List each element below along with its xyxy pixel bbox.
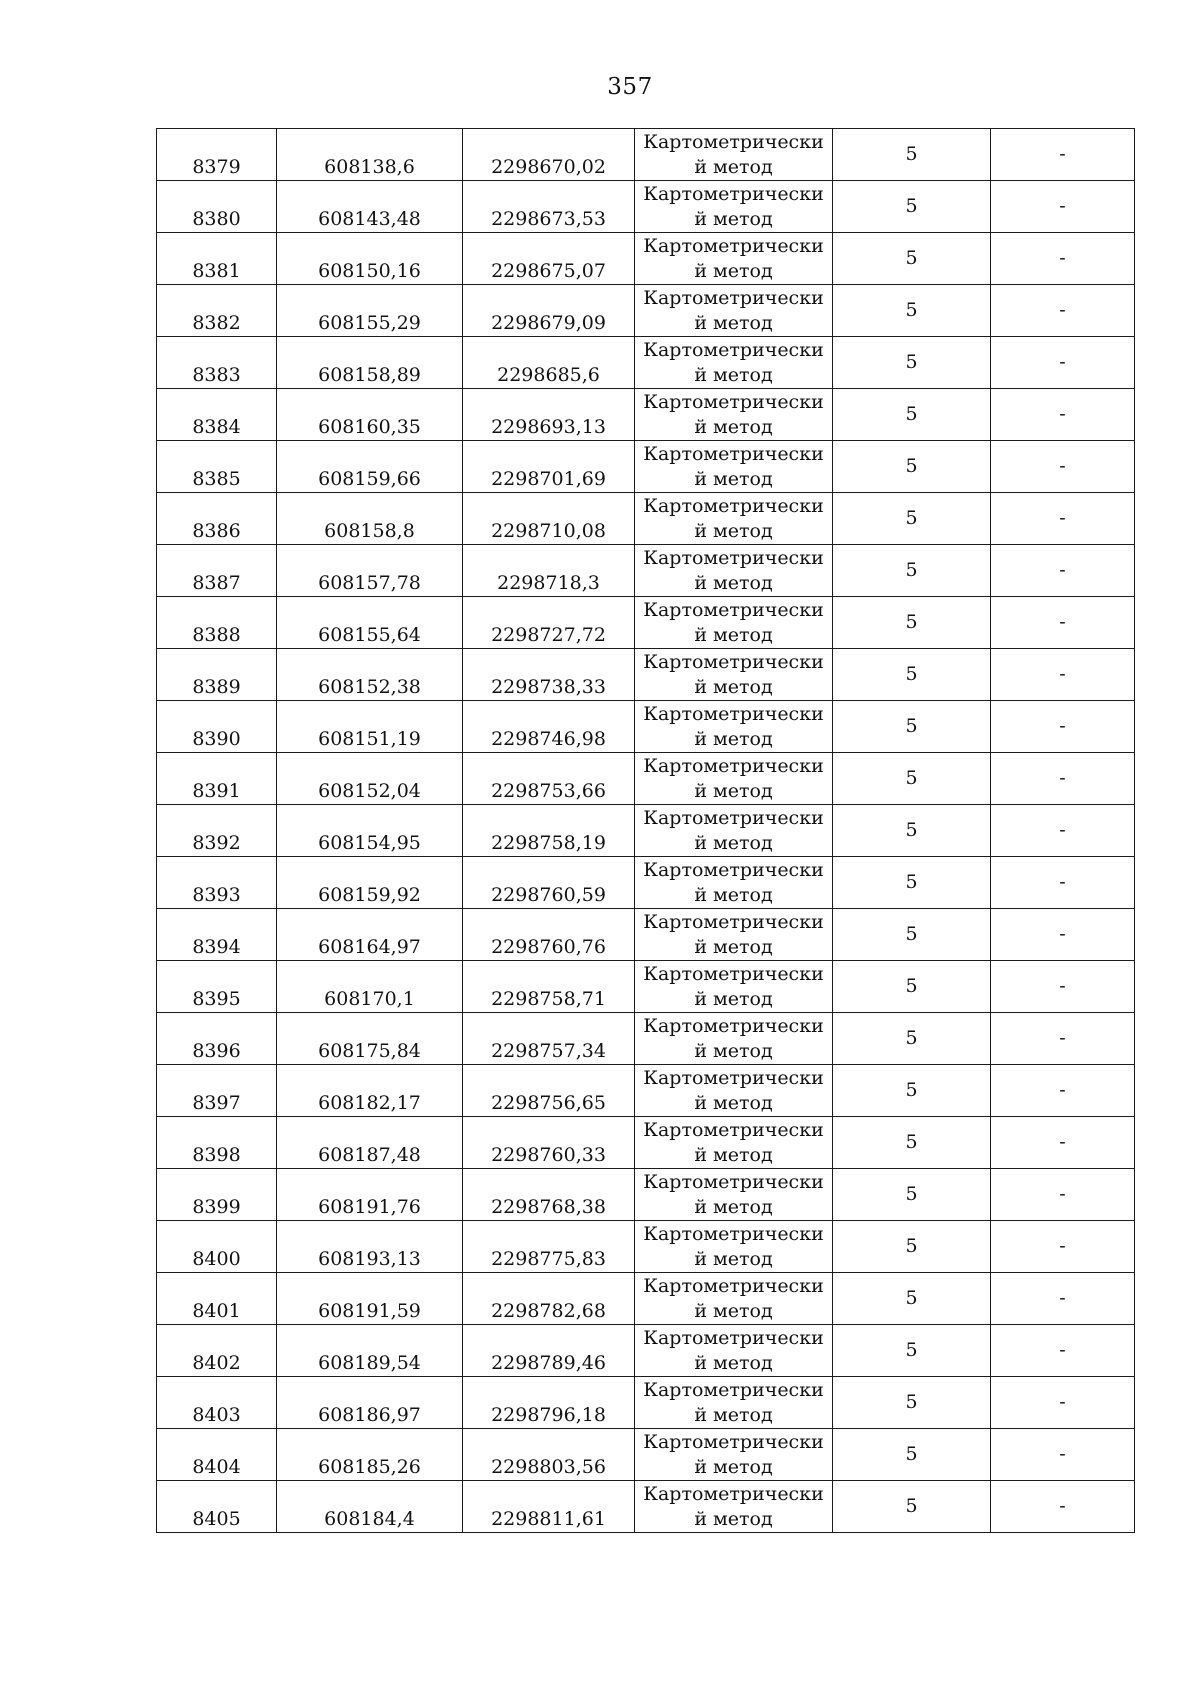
accuracy-cell: 5 [833, 129, 991, 181]
y-coordinate-cell: 2298679,09 [463, 285, 635, 337]
table-row [157, 1325, 1135, 1377]
point-number-cell: 8391 [157, 753, 277, 805]
method-text-line-2: й метод [694, 884, 773, 906]
table-row [157, 1429, 1135, 1481]
point-number-cell: 8390 [157, 701, 277, 753]
method-cell [635, 1273, 833, 1325]
method-text-line-2: й метод [694, 832, 773, 854]
method-text-line-2: й метод [694, 728, 773, 750]
method-text-line-1: Картометрически [643, 1171, 824, 1193]
method-text-line-2: й метод [694, 208, 773, 230]
y-coordinate-cell: 2298693,13 [463, 389, 635, 441]
y-coordinate-cell: 2298685,6 [463, 337, 635, 389]
accuracy-cell: 5 [833, 961, 991, 1013]
note-cell: - [991, 1377, 1135, 1429]
accuracy-cell: 5 [833, 1481, 991, 1533]
method-cell [635, 1117, 833, 1169]
method-text-line-1: Картометрически [643, 1223, 824, 1245]
table-row [157, 1273, 1135, 1325]
y-coordinate-cell: 2298727,72 [463, 597, 635, 649]
point-number-cell: 8389 [157, 649, 277, 701]
method-cell [635, 1481, 833, 1533]
method-text-line-1: Картометрически [643, 859, 824, 881]
table-row [157, 389, 1135, 441]
note-cell: - [991, 1325, 1135, 1377]
x-coordinate-cell: 608185,26 [277, 1429, 463, 1481]
accuracy-cell: 5 [833, 909, 991, 961]
x-coordinate-cell: 608182,17 [277, 1065, 463, 1117]
note-cell: - [991, 1169, 1135, 1221]
method-cell [635, 285, 833, 337]
point-number-cell: 8404 [157, 1429, 277, 1481]
point-number-cell: 8386 [157, 493, 277, 545]
method-cell [635, 649, 833, 701]
note-cell: - [991, 1429, 1135, 1481]
accuracy-cell: 5 [833, 1429, 991, 1481]
method-text-line-2: й метод [694, 416, 773, 438]
method-cell [635, 493, 833, 545]
note-cell: - [991, 285, 1135, 337]
method-cell [635, 233, 833, 285]
note-cell: - [991, 753, 1135, 805]
x-coordinate-cell: 608175,84 [277, 1013, 463, 1065]
point-number-cell: 8392 [157, 805, 277, 857]
y-coordinate-cell: 2298782,68 [463, 1273, 635, 1325]
table-row [157, 597, 1135, 649]
method-cell [635, 857, 833, 909]
point-number-cell: 8401 [157, 1273, 277, 1325]
y-coordinate-cell: 2298758,19 [463, 805, 635, 857]
accuracy-cell: 5 [833, 285, 991, 337]
y-coordinate-cell: 2298760,33 [463, 1117, 635, 1169]
note-cell: - [991, 1065, 1135, 1117]
x-coordinate-cell: 608155,29 [277, 285, 463, 337]
x-coordinate-cell: 608186,97 [277, 1377, 463, 1429]
table-row [157, 961, 1135, 1013]
method-text-line-1: Картометрически [643, 235, 824, 257]
point-number-cell: 8380 [157, 181, 277, 233]
y-coordinate-cell: 2298760,76 [463, 909, 635, 961]
x-coordinate-cell: 608152,38 [277, 649, 463, 701]
table-row [157, 1117, 1135, 1169]
point-number-cell: 8385 [157, 441, 277, 493]
method-text-line-1: Картометрически [643, 1275, 824, 1297]
accuracy-cell: 5 [833, 1325, 991, 1377]
method-text-line-2: й метод [694, 468, 773, 490]
method-text-line-1: Картометрически [643, 1483, 824, 1505]
coordinates-table [156, 128, 1135, 1533]
note-cell: - [991, 909, 1135, 961]
y-coordinate-cell: 2298796,18 [463, 1377, 635, 1429]
point-number-cell: 8398 [157, 1117, 277, 1169]
x-coordinate-cell: 608158,89 [277, 337, 463, 389]
y-coordinate-cell: 2298675,07 [463, 233, 635, 285]
method-cell [635, 337, 833, 389]
method-text-line-2: й метод [694, 1248, 773, 1270]
method-text-line-1: Картометрически [643, 547, 824, 569]
accuracy-cell: 5 [833, 805, 991, 857]
x-coordinate-cell: 608189,54 [277, 1325, 463, 1377]
x-coordinate-cell: 608157,78 [277, 545, 463, 597]
accuracy-cell: 5 [833, 649, 991, 701]
note-cell: - [991, 1273, 1135, 1325]
method-cell [635, 1325, 833, 1377]
method-cell [635, 129, 833, 181]
accuracy-cell: 5 [833, 1377, 991, 1429]
method-cell [635, 909, 833, 961]
table-row [157, 181, 1135, 233]
note-cell: - [991, 129, 1135, 181]
method-text-line-2: й метод [694, 1404, 773, 1426]
accuracy-cell: 5 [833, 1169, 991, 1221]
accuracy-cell: 5 [833, 1221, 991, 1273]
note-cell: - [991, 857, 1135, 909]
table-row [157, 1377, 1135, 1429]
table-row [157, 805, 1135, 857]
point-number-cell: 8394 [157, 909, 277, 961]
method-text-line-1: Картометрически [643, 1067, 824, 1089]
method-cell [635, 1429, 833, 1481]
y-coordinate-cell: 2298760,59 [463, 857, 635, 909]
method-text-line-1: Картометрически [643, 495, 824, 517]
x-coordinate-cell: 608193,13 [277, 1221, 463, 1273]
method-text-line-2: й метод [694, 1144, 773, 1166]
accuracy-cell: 5 [833, 441, 991, 493]
y-coordinate-cell: 2298803,56 [463, 1429, 635, 1481]
x-coordinate-cell: 608187,48 [277, 1117, 463, 1169]
accuracy-cell: 5 [833, 545, 991, 597]
table-row [157, 129, 1135, 181]
method-cell [635, 181, 833, 233]
method-text-line-2: й метод [694, 1456, 773, 1478]
x-coordinate-cell: 608164,97 [277, 909, 463, 961]
table-row [157, 649, 1135, 701]
accuracy-cell: 5 [833, 753, 991, 805]
point-number-cell: 8399 [157, 1169, 277, 1221]
note-cell: - [991, 701, 1135, 753]
accuracy-cell: 5 [833, 181, 991, 233]
coordinates-table-body [157, 129, 1135, 1533]
table-row [157, 1065, 1135, 1117]
method-text-line-2: й метод [694, 936, 773, 958]
point-number-cell: 8402 [157, 1325, 277, 1377]
method-cell [635, 753, 833, 805]
point-number-cell: 8397 [157, 1065, 277, 1117]
note-cell: - [991, 961, 1135, 1013]
accuracy-cell: 5 [833, 233, 991, 285]
accuracy-cell: 5 [833, 389, 991, 441]
method-text-line-2: й метод [694, 520, 773, 542]
method-cell [635, 597, 833, 649]
method-cell [635, 389, 833, 441]
note-cell: - [991, 1481, 1135, 1533]
y-coordinate-cell: 2298789,46 [463, 1325, 635, 1377]
method-text-line-2: й метод [694, 1040, 773, 1062]
note-cell: - [991, 441, 1135, 493]
x-coordinate-cell: 608151,19 [277, 701, 463, 753]
method-text-line-2: й метод [694, 312, 773, 334]
y-coordinate-cell: 2298670,02 [463, 129, 635, 181]
method-cell [635, 961, 833, 1013]
method-text-line-2: й метод [694, 676, 773, 698]
accuracy-cell: 5 [833, 1273, 991, 1325]
method-text-line-1: Картометрически [643, 443, 824, 465]
y-coordinate-cell: 2298768,38 [463, 1169, 635, 1221]
accuracy-cell: 5 [833, 701, 991, 753]
method-cell [635, 1377, 833, 1429]
note-cell: - [991, 1117, 1135, 1169]
method-text-line-1: Картометрически [643, 1015, 824, 1037]
page-number: 357 [607, 74, 653, 100]
method-text-line-2: й метод [694, 572, 773, 594]
table-row [157, 909, 1135, 961]
y-coordinate-cell: 2298758,71 [463, 961, 635, 1013]
table-row [157, 1013, 1135, 1065]
table-row [157, 233, 1135, 285]
table-row [157, 753, 1135, 805]
point-number-cell: 8382 [157, 285, 277, 337]
method-cell [635, 1065, 833, 1117]
point-number-cell: 8403 [157, 1377, 277, 1429]
method-text-line-1: Картометрически [643, 911, 824, 933]
point-number-cell: 8383 [157, 337, 277, 389]
note-cell: - [991, 597, 1135, 649]
method-text-line-2: й метод [694, 364, 773, 386]
y-coordinate-cell: 2298718,3 [463, 545, 635, 597]
point-number-cell: 8405 [157, 1481, 277, 1533]
note-cell: - [991, 181, 1135, 233]
x-coordinate-cell: 608150,16 [277, 233, 463, 285]
method-text-line-2: й метод [694, 1300, 773, 1322]
method-cell [635, 1013, 833, 1065]
method-text-line-2: й метод [694, 988, 773, 1010]
table-row [157, 1481, 1135, 1533]
method-text-line-1: Картометрически [643, 1379, 824, 1401]
y-coordinate-cell: 2298738,33 [463, 649, 635, 701]
x-coordinate-cell: 608152,04 [277, 753, 463, 805]
x-coordinate-cell: 608170,1 [277, 961, 463, 1013]
method-text-line-1: Картометрически [643, 599, 824, 621]
point-number-cell: 8388 [157, 597, 277, 649]
accuracy-cell: 5 [833, 597, 991, 649]
x-coordinate-cell: 608138,6 [277, 129, 463, 181]
x-coordinate-cell: 608184,4 [277, 1481, 463, 1533]
method-text-line-2: й метод [694, 780, 773, 802]
y-coordinate-cell: 2298811,61 [463, 1481, 635, 1533]
note-cell: - [991, 805, 1135, 857]
note-cell: - [991, 649, 1135, 701]
y-coordinate-cell: 2298746,98 [463, 701, 635, 753]
method-text-line-2: й метод [694, 1352, 773, 1374]
method-text-line-1: Картометрически [643, 703, 824, 725]
note-cell: - [991, 545, 1135, 597]
x-coordinate-cell: 608159,66 [277, 441, 463, 493]
method-cell [635, 805, 833, 857]
note-cell: - [991, 233, 1135, 285]
point-number-cell: 8381 [157, 233, 277, 285]
table-row [157, 1169, 1135, 1221]
point-number-cell: 8379 [157, 129, 277, 181]
table-row [157, 441, 1135, 493]
method-text-line-1: Картометрически [643, 131, 824, 153]
method-text-line-1: Картометрически [643, 391, 824, 413]
point-number-cell: 8400 [157, 1221, 277, 1273]
y-coordinate-cell: 2298757,34 [463, 1013, 635, 1065]
method-text-line-1: Картометрически [643, 1431, 824, 1453]
method-text-line-1: Картометрически [643, 755, 824, 777]
method-text-line-1: Картометрически [643, 807, 824, 829]
accuracy-cell: 5 [833, 1065, 991, 1117]
point-number-cell: 8387 [157, 545, 277, 597]
note-cell: - [991, 493, 1135, 545]
method-text-line-2: й метод [694, 1196, 773, 1218]
method-cell [635, 545, 833, 597]
table-row [157, 285, 1135, 337]
accuracy-cell: 5 [833, 857, 991, 909]
method-text-line-1: Картометрически [643, 963, 824, 985]
x-coordinate-cell: 608143,48 [277, 181, 463, 233]
y-coordinate-cell: 2298701,69 [463, 441, 635, 493]
x-coordinate-cell: 608191,76 [277, 1169, 463, 1221]
method-cell [635, 441, 833, 493]
y-coordinate-cell: 2298756,65 [463, 1065, 635, 1117]
y-coordinate-cell: 2298753,66 [463, 753, 635, 805]
method-text-line-2: й метод [694, 1508, 773, 1530]
y-coordinate-cell: 2298775,83 [463, 1221, 635, 1273]
table-row [157, 701, 1135, 753]
table-row [157, 545, 1135, 597]
accuracy-cell: 5 [833, 493, 991, 545]
method-text-line-1: Картометрически [643, 1327, 824, 1349]
x-coordinate-cell: 608155,64 [277, 597, 463, 649]
method-text-line-1: Картометрически [643, 651, 824, 673]
method-text-line-1: Картометрически [643, 1119, 824, 1141]
note-cell: - [991, 1013, 1135, 1065]
method-text-line-1: Картометрически [643, 339, 824, 361]
point-number-cell: 8396 [157, 1013, 277, 1065]
x-coordinate-cell: 608158,8 [277, 493, 463, 545]
x-coordinate-cell: 608191,59 [277, 1273, 463, 1325]
method-text-line-2: й метод [694, 1092, 773, 1114]
table-row [157, 337, 1135, 389]
point-number-cell: 8393 [157, 857, 277, 909]
note-cell: - [991, 389, 1135, 441]
method-text-line-2: й метод [694, 624, 773, 646]
point-number-cell: 8384 [157, 389, 277, 441]
table-row [157, 857, 1135, 909]
note-cell: - [991, 337, 1135, 389]
x-coordinate-cell: 608154,95 [277, 805, 463, 857]
accuracy-cell: 5 [833, 1117, 991, 1169]
accuracy-cell: 5 [833, 337, 991, 389]
method-cell [635, 1169, 833, 1221]
method-text-line-1: Картометрически [643, 183, 824, 205]
table-row [157, 493, 1135, 545]
accuracy-cell: 5 [833, 1013, 991, 1065]
table-row [157, 1221, 1135, 1273]
method-text-line-2: й метод [694, 260, 773, 282]
y-coordinate-cell: 2298673,53 [463, 181, 635, 233]
x-coordinate-cell: 608160,35 [277, 389, 463, 441]
x-coordinate-cell: 608159,92 [277, 857, 463, 909]
note-cell: - [991, 1221, 1135, 1273]
y-coordinate-cell: 2298710,08 [463, 493, 635, 545]
method-text-line-1: Картометрически [643, 287, 824, 309]
method-text-line-2: й метод [694, 156, 773, 178]
method-cell [635, 701, 833, 753]
method-cell [635, 1221, 833, 1273]
point-number-cell: 8395 [157, 961, 277, 1013]
